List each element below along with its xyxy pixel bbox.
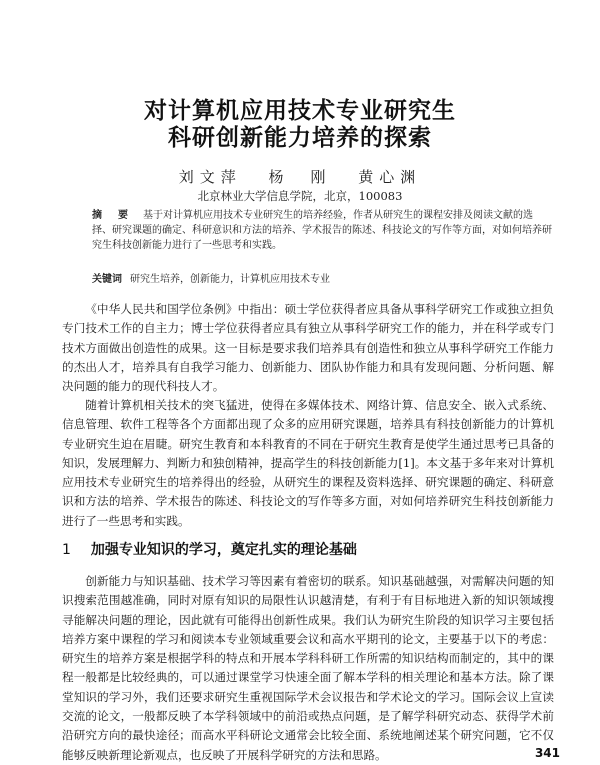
page-number: 341 xyxy=(534,746,560,760)
author-affiliation: 北京林业大学信息学院，北京，100083 xyxy=(197,189,403,203)
body-paragraph: 创新能力与知识基础、技术学习等因素有着密切的联系。知识基础越强，对需解决问题的知识搜索范围越准确，同时对原有知识的局限性认识越清楚，有利于有目标地进入新的知识领域搜寻能解决问题的理论，因此就有可能得出创新性成果。我们认为研究生阶段的知识学习主要包括培养方案中课程的学习和阅读本专业领域重要会议和高水平期刊的论文，主要基于以下的考虑：研究生的培养方案是根据学科的特点和开展本学科科研工作所需的知识结构而制定的，其中的课程一般都是比较经典的，可以通过课堂学习快速全面了解本学科的相关理论和基本方法。除了课堂知识的学习外，我们还要求研究生重视国际学术会议报告和学术论文的学习。国际会议上宣读交流的论文，一般都反映了本学科领域中的前沿或热点问题，是了解学科研究动态、获得学术前沿研究方向的最快途径；而高水平科研论文通常会比较全面、系统地阐述某个研究问题，它不仅能够反映新理论新观点，也反映了开展科学研究的方法和思路。 xyxy=(62,574,554,762)
section-title: 加强专业知识的学习，奠定扎实的理论基础 xyxy=(90,542,357,558)
author-name: 刘文萍 xyxy=(178,168,242,186)
paper-title-line-1: 对计算机应用技术专业研究生 xyxy=(144,98,456,124)
abstract xyxy=(92,208,552,253)
abstract-text: 基于对计算机应用技术专业研究生的培养经验，作者从研究生的课程安排及阅读文献的选择、研究课题的确定、科研意识和方法的培养、学术报告的陈述、科技论文的写作等方面，对如何培养研究生科技创新能力进行了一些思考和实践。 xyxy=(92,210,552,251)
keywords-text: 研究生培养，创新能力，计算机应用技术专业 xyxy=(130,274,330,285)
section-heading xyxy=(62,539,554,559)
paper-title-line-2: 科研创新能力培养的探索 xyxy=(168,125,432,151)
body-paragraph: 《中华人民共和国学位条例》中指出：硕士学位获得者应具备从事科学研究工作或独立担负专门技术工作的自主力；博士学位获得者应具有独立从事科学研究工作的能力，并在科学或专门技术方面做出创造性的成果。这一目标是要求我们培养具有创造性和独立从事科学研究工作能力的杰出人才，培养具有自我学习能力、创新能力、团队协作能力和具有发现问题、分析问题、解决问题的能力的现代科技人才。 xyxy=(62,302,554,394)
author-name: 杨 刚 xyxy=(268,168,332,186)
body-paragraph: 随着计算机相关技术的突飞猛进，使得在多媒体技术、网络计算、信息安全、嵌入式系统、信息管理、软件工程等各个方面都出现了众多的应用研究课题，培养具有科技创新能力的计算机专业研究生迫在眉睫。研究生教育和本科教育的不同在于研究生教育是使学生通过思考已具备的知识，发展理解力、判断力和独创精神，提高学生的科技创新能力[1]。本文基于多年来对计算机应用技术专业研究生的培养得出的经验，从研究生的课程及资料选择、研究课题的确定、科研意识和方法的培养、学术报告的陈述、科技论文的写作等多方面，对如何培养研究生科技创新能力进行了一些思考和实践。 xyxy=(62,398,554,528)
section-number: 1 xyxy=(62,542,71,558)
abstract-label: 摘 要 xyxy=(92,210,131,221)
author-list xyxy=(0,166,600,187)
keywords xyxy=(92,272,552,287)
author-name: 黄心渊 xyxy=(358,168,422,186)
keywords-label: 关键词 xyxy=(92,274,122,285)
